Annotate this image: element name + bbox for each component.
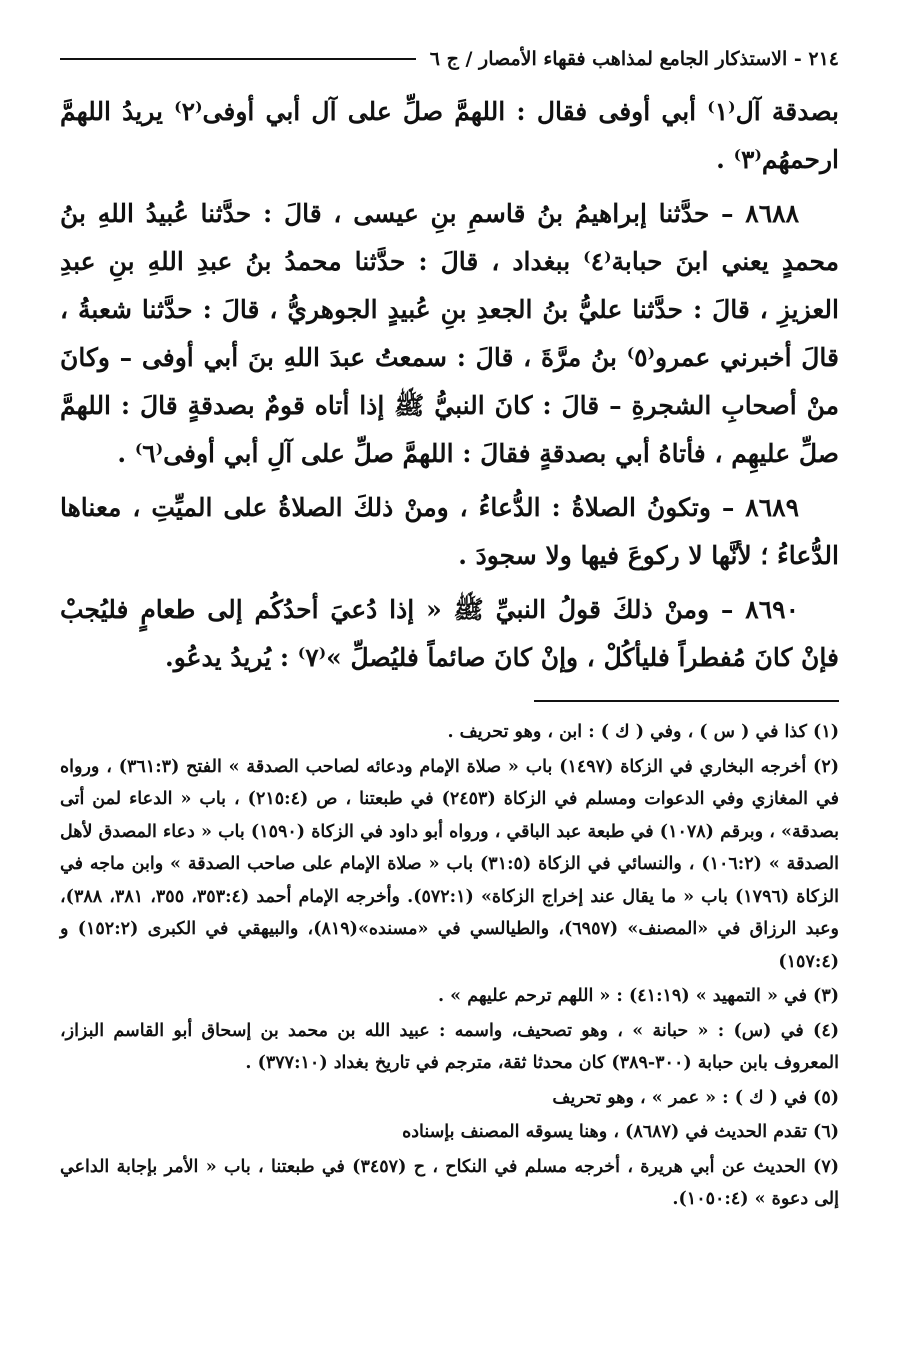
header-title: ٢١٤ - الاستذكار الجامع لمذاهب فقهاء الأمصار / ج ٦ <box>429 48 839 70</box>
running-header <box>60 40 839 78</box>
footnotes <box>60 716 839 1216</box>
footnote-6: (٦) تقدم الحديث في (٨٦٨٧) ، وهنا يسوقه المصنف بإسناده <box>402 1122 839 1142</box>
footnote-separator <box>534 700 839 702</box>
footnote-5: (٥) في ( ك ) : « عمر » ، وهو تحريف <box>552 1087 839 1108</box>
header-rule <box>60 58 416 60</box>
main-text <box>60 88 839 682</box>
footnote-1: (١) كذا في ( س ) ، وفي ( ك ) : ابن ، وهو تحريف . <box>447 722 839 742</box>
continuation-paragraph: بصدقة آل⁽١⁾ أبي أوفى فقال : اللهمَّ صلِّ على آل أبي أوفى⁽٢⁾ يريدُ اللهمَّ ارحمهُم⁽٣⁾ . <box>60 97 840 174</box>
footnote-3: (٣) في « التمهيد » (٤١:١٩) : « اللهم ترحم عليهم » . <box>437 986 839 1006</box>
footnote-2: (٢) أخرجه البخاري في الزكاة (١٤٩٧) باب « صلاة الإمام ودعائه لصاحب الصدقة » الفتح (٣٦١:٣) ، ورواه في المغازي وفي الدعوات ومسلم في الزكاة (٢٤٥٣) في طبعتنا ، ص (٢١٥:٤) ، باب « الدعاء لمن أتى بصدقة» ، وبرقم (١٠٧٨) في طبعة عبد الباقي ، ورواه أبو داود في الزكاة (١٥٩٠) باب « دعاء المصدق لأهل الصدقة » (١٠٦:٢) ، والنسائي في الزكاة (٣١:٥) باب « صلاة الإمام على صاحب الصدقة » وابن ماجه في الزكاة (١٧٩٦) باب « ما يقال عند إخراج الزكاة» (٥٧٢:١). وأخرجه الإمام أحمد (٣٥٣:٤، ٣٥٥، ٣٨١، ٣٨٨)، وعبد الرزاق في «المصنف» (٦٩٥٧)، والطيالسي في «مسنده»(٨١٩)، والبيهقي في الكبرى (١٥٢:٢) و (١٥٧:٤) <box>60 756 840 972</box>
hadith-8690: ٨٦٩٠ – ومنْ ذلكَ قولُ النبيِّ ﷺ « إذا دُعيَ أحدُكُم إلى طعامٍ فليُجبْ فإنْ كانَ مُفطراً فليأكُلْ ، وإنْ كانَ صائماً فليُصلِّ »⁽٧⁾ : يُريدُ يدعُو. <box>60 595 839 672</box>
footnote-7: (٧) الحديث عن أبي هريرة ، أخرجه مسلم في النكاح ، ح (٣٤٥٧) في طبعتنا ، باب « الأمر بإجابة الداعي إلى دعوة » (١٠٥٠:٤). <box>60 1156 839 1209</box>
hadith-8688: ٨٦٨٨ – حدَّثنا إبراهيمُ بنُ قاسمِ بنِ عيسى ، قالَ : حدَّثنا عُبيدُ اللهِ بنُ محمدٍ يعني ابنَ حبابة⁽٤⁾ ببغداد ، قالَ : حدَّثنا محمدُ بنُ عبدِ اللهِ بنِ عبدِ العزيزِ ، قالَ : حدَّثنا عليُّ بنُ الجعدِ بنِ عُبيدٍ الجوهريُّ ، قالَ : حدَّثنا شعبةُ ، قالَ أخبرني عمرو⁽٥⁾ بنُ مرَّةَ ، قالَ : سمعتُ عبدَ اللهِ بنَ أبي أوفى – وكانَ منْ أصحابِ الشجرةِ – قالَ : كانَ النبيُّ ﷺ إذا أتاه قومٌ بصدقةٍ قالَ : اللهمَّ صلِّ عليهِم ، فأتاهُ أبي بصدقةٍ فقالَ : اللهمَّ صلِّ على آلِ أبي أوفى⁽٦⁾ . <box>60 199 839 468</box>
hadith-8689: ٨٦٨٩ – وتكونُ الصلاةُ : الدُّعاءُ ، ومنْ ذلكَ الصلاةُ على الميِّتِ ، معناها الدُّعاءُ ؛ لأنَّها لا ركوعَ فيها ولا سجودَ . <box>60 493 839 570</box>
footnote-4: (٤) في (س) : « حبانة » ، وهو تصحيف، واسمه : عبيد الله بن محمد بن إسحاق أبو القاسم البزاز، المعروف بابن حبابة (٣٠٠-٣٨٩) كان محدثا ثقة، مترجم في تاريخ بغداد (٣٧٧:١٠) . <box>60 1020 839 1073</box>
